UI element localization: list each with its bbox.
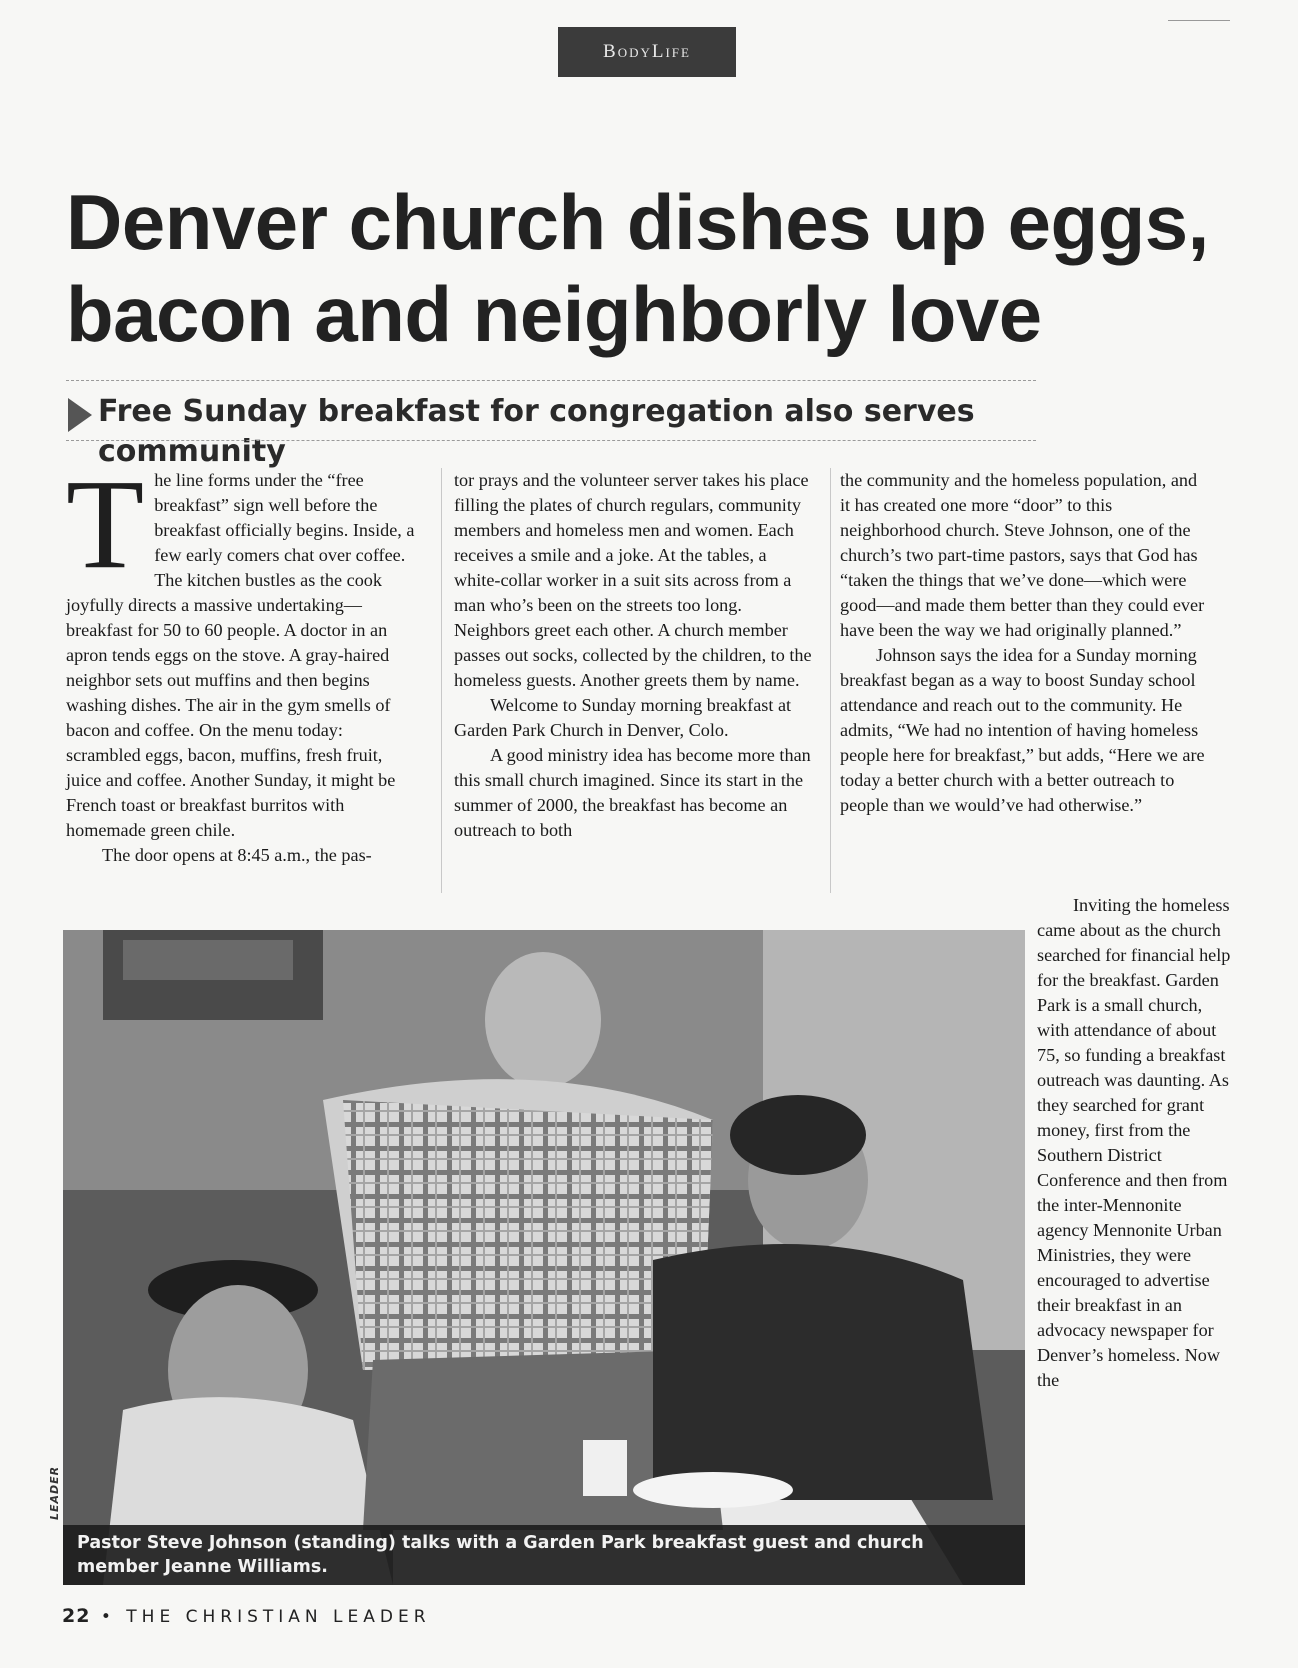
col2-paragraph-1: tor prays and the volunteer server takes his place filling the plates of church regulars, community members and homeless men and women. Each receives a smile and a joke. At the tables, a white-collar worker in a suit sits across from a man who’s been on the streets too long. Neighbors greet each other. A church member passes out socks, collected by the children, to the homeless guests. Another greets them by name. [454,470,812,690]
page-number: 22 [62,1605,91,1627]
column-divider [441,468,442,893]
col2-paragraph-3: A good ministry idea has become more than this small church imagined. Since its start in the summer of 2000, the breakfast has become an outreach to both [454,745,811,840]
article-column-1 [66,453,418,868]
col1-paragraph-2: The door opens at 8:45 a.m., the pas- [102,845,372,865]
col3-paragraph-1: the community and the homeless population, and it has created one more “door” to this neighborhood church. Steve Johnson, one of the church’s two part-time pastors, says that God has “taken the things that we’ve done—which were good—and made them better than they could ever have been the way we had originally planned.” [840,470,1205,640]
corner-rule [1168,20,1230,21]
col2-paragraph-2: Welcome to Sunday morning breakfast at Garden Park Church in Denver, Colo. [454,695,792,740]
photo-illustration [63,930,1025,1585]
col1-paragraph-1: he line forms under the “free breakfast” sign well before the breakfast officially begins. Inside, a few early comers chat over coffee. The kitchen bustles as the cook joyfully directs a massive undertaking—breakfast for 50 to 60 people. A doctor in an apron tends eggs on the stove. A gray-haired neighbor sets out muffins and then begins washing dishes. The air in the gym smells of bacon and coffee. On the menu today: scrambled eggs, bacon, muffins, fresh fruit, juice and coffee. Another Sunday, it might be French toast or breakfast burritos with homemade green chile. [66,470,415,840]
footer-bullet: • [100,1607,127,1627]
dek-rule-bottom [66,440,1036,441]
column-divider [830,468,831,893]
photo-credit: LEADER [48,1465,61,1520]
publication-name: THE CHRISTIAN LEADER [126,1607,431,1627]
article-column-3 [840,468,1210,818]
dek: Free Sunday breakfast for congregation also serves community [98,394,975,469]
article-side-column: Inviting the homeless came about as the church searched for financial help for the breakfast. Garden Park is a small church, with attendance of about 75, so funding a breakfast outreach was daunting. As they searched for grant money, first from the Southern District Conference and then from the inter-Mennonite agency Mennonite Urban Ministries, they were encouraged to advertise their breakfast in an advocacy newspaper for Denver’s homeless. Now the [1037,895,1231,1390]
article-photo [63,930,1025,1585]
page-footer [62,1605,431,1627]
col3-paragraph-2: Johnson says the idea for a Sunday morning breakfast began as a way to boost Sunday school attendance and reach out to the community. He admits, “We had no intention of having homeless people here for breakfast,” but adds, “Here we are today a better church with a better outreach to people than we would’ve had otherwise.” [840,645,1205,815]
section-tag: BodyLife [558,27,736,77]
headline: Denver church dishes up eggs, bacon and neighborly love [66,178,1209,358]
photo-caption: Pastor Steve Johnson (standing) talks with a Garden Park breakfast guest and church member Jeanne Williams. [63,1525,1025,1585]
dek-rule-top [66,380,1036,381]
drop-cap: T [66,453,145,595]
triangle-arrow-icon [66,396,94,434]
article-column-2 [454,468,816,843]
